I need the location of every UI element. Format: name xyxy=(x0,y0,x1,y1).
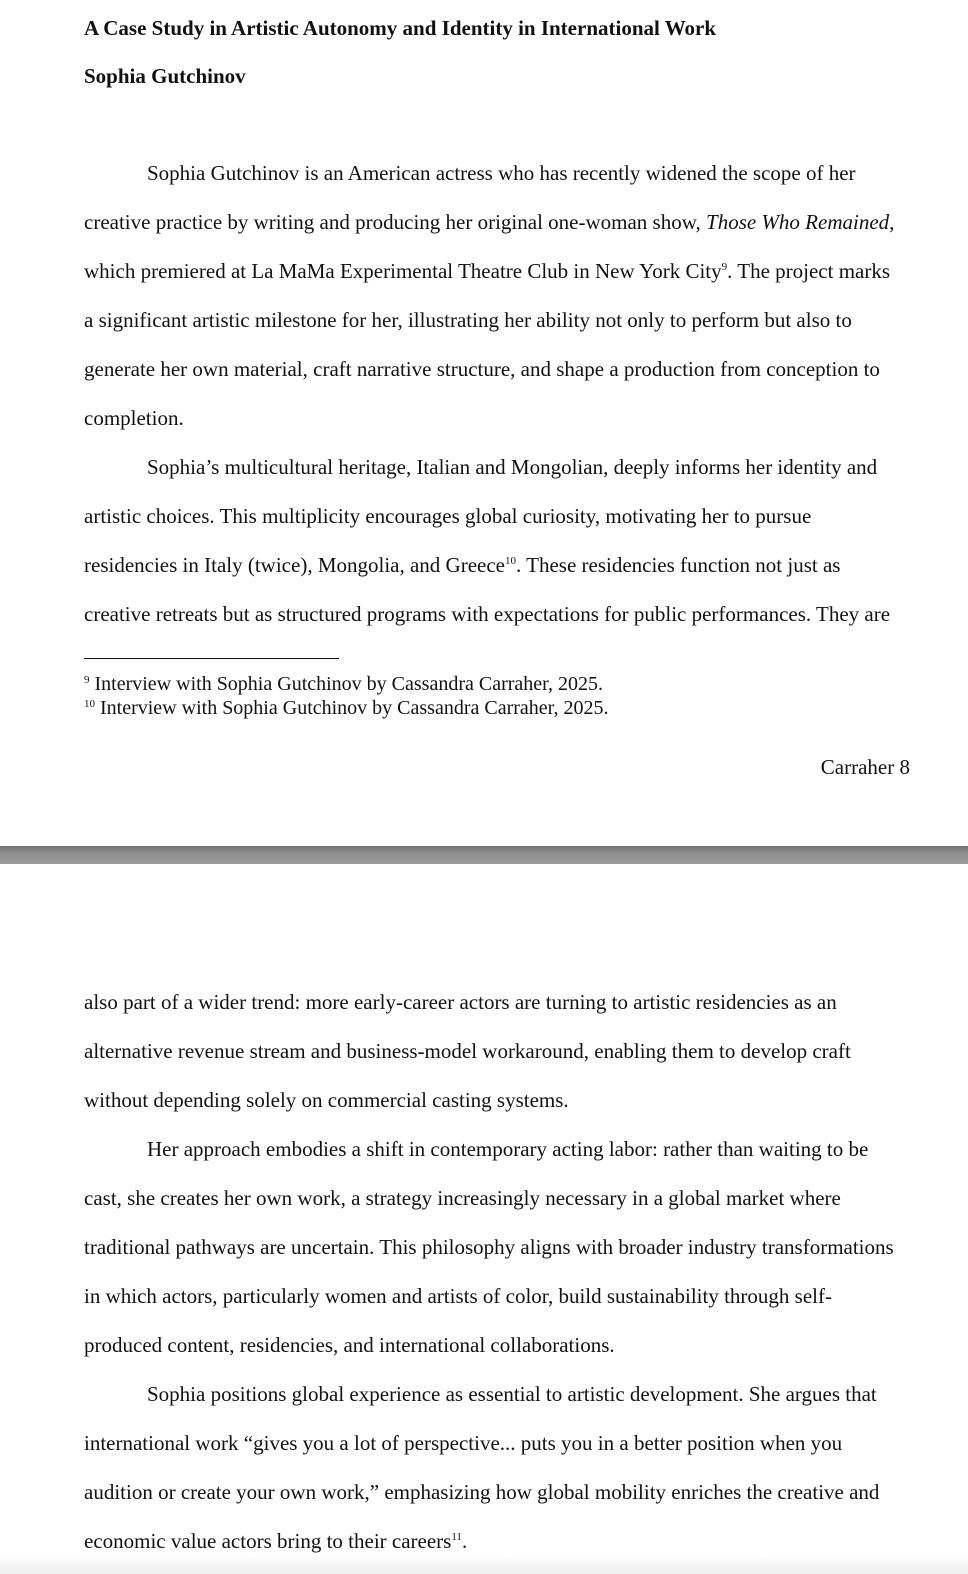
document-page-9 xyxy=(0,864,968,1574)
bottom-fade xyxy=(0,1554,968,1574)
footnote-ref[interactable]: 11 xyxy=(451,1531,462,1543)
footnote: $^{10}$ Interview with Sophia Gutchinov by Cassandra Carraher, 2025. xyxy=(84,697,609,719)
document-title: A Case Study in Artistic Autonomy and Identity in International Work xyxy=(84,16,717,40)
footnotes xyxy=(84,672,609,720)
page-number: Carraher 8 xyxy=(820,755,910,779)
paragraph: Sophia Gutchinov is an American actress who has recently widened the scope of her creative practice by writing and producing her original one-woman show, Those Who Remained, which premiered at La MaMa Experimental Theatre Club in New York City$^9$. The project marks a significant artistic milestone for her, illustrating her ability not only to perform but also to generate her own material, craft narrative structure, and shape a production from conception to completion. xyxy=(84,161,895,430)
paragraph: Sophia positions global experience as essential to artistic development. She argues that international work “gives you a lot of perspective... puts you in a better position when you audition or create your own work,” emphasizing how global mobility enriches the creative and economic value actors bring to their careers$^{11}$. xyxy=(84,1382,880,1553)
show-title: Those Who Remained xyxy=(706,210,890,234)
page-8-body xyxy=(84,149,904,639)
page-break-divider xyxy=(0,846,968,864)
footnote-divider xyxy=(84,658,339,659)
footnote-ref[interactable]: 10 xyxy=(505,555,516,567)
page-9-body xyxy=(84,978,904,1566)
author-heading: Sophia Gutchinov xyxy=(84,64,246,88)
paragraph: also part of a wider trend: more early-career actors are turning to artistic residencies as an alternative revenue stream and business-model workaround, enabling them to develop craft without depending solely on commercial casting systems. xyxy=(84,990,851,1112)
footnote-ref[interactable]: 9 xyxy=(721,261,728,273)
paragraph: Sophia’s multicultural heritage, Italian and Mongolian, deeply informs her identity and artistic choices. This multiplicity encourages global curiosity, motivating her to pursue residencies in Italy (twice), Mongolia, and Greece$^{10}$. These residencies function not just as creative retreats but as structured programs with expectations for public performances. They are xyxy=(84,455,891,626)
footnote: $^9$ Interview with Sophia Gutchinov by Cassandra Carraher, 2025. xyxy=(84,673,604,695)
paragraph: Her approach embodies a shift in contemporary acting labor: rather than waiting to be cast, she creates her own work, a strategy increasingly necessary in a global market where traditional pathways are uncertain. This philosophy aligns with broader industry transformations in which actors, particularly women and artists of color, build sustainability through self-produced content, residencies, and international collaborations. xyxy=(84,1137,894,1357)
